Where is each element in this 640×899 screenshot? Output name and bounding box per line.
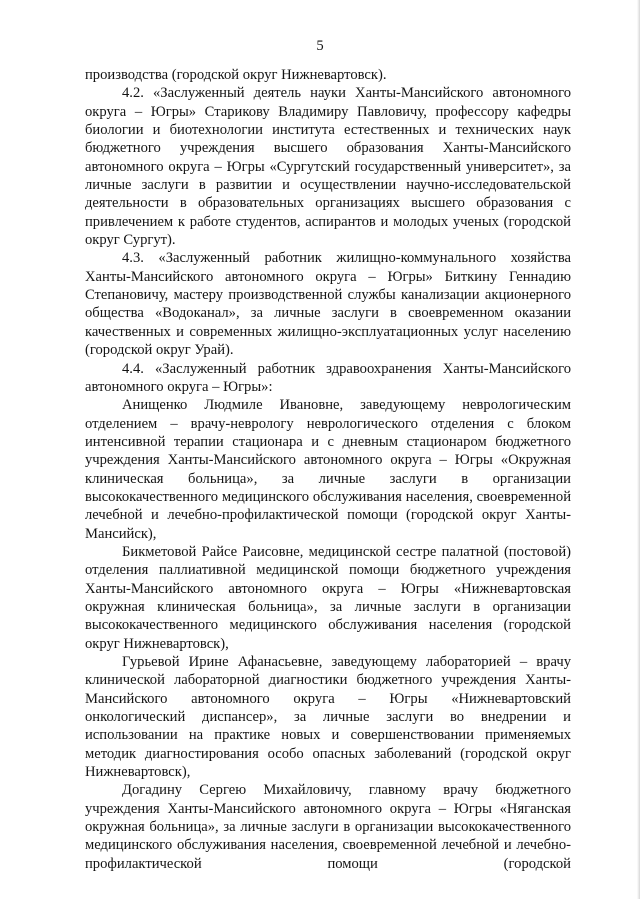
- paragraph-gureva: Гурьевой Ирине Афанасьевне, заведующему лабораторией – врачу клинической лабораторной диагностики бюджетного учреждения Ханты-Мансийского автономного округа – Югры «Нижневартовский онкологический диспансер», за личные заслуги во внедрении и использовании на практике новых и совершенствовании применяемых методик диагностирования особо опасных заболеваний (городской округ Нижневартовск),: [85, 654, 571, 781]
- paragraph-dogadin: Догадину Сергею Михайловичу, главному врачу бюджетного учреждения Ханты-Мансийского автономного округа – Югры «Няганская окружная больница», за личные заслуги в организации высококачественного медицинского обслуживания населения, своевременной лечебной и лечебно-профилактической помощи (городской: [85, 782, 571, 872]
- paragraph-item-4-3: 4.3. «Заслуженный работник жилищно-коммунального хозяйства Ханты-Мансийского автономного округа – Югры» Биткину Геннадию Степановичу, мастеру производственной службы канализации акционерного общества «Водоканал», за личные заслуги в своевременном оказании качественных и современных жилищно-эксплуатационных услуг населению (городской округ Урай).: [85, 250, 571, 359]
- paragraph-anishchenko: Анищенко Людмиле Ивановне, заведующему неврологическим отделением – врачу-неврологу неврологического отделения с блоком интенсивной терапии стационара и с дневным стационаром бюджетного учреждения Ханты-Мансийского автономного округа – Югры «Окружная клиническая больница», за личные заслуги в организации высококачественного медицинского обслуживания населения, своевременной лечебной и лечебно-профилактической помощи (городской округ Ханты-Мансийск),: [85, 397, 571, 542]
- paragraph-bikmetova: Бикметовой Райсе Раисовне, медицинской сестре палатной (постовой) отделения паллиативной медицинской помощи бюджетного учреждения Ханты-Мансийского автономного округа – Югры «Нижневартовская окружная клиническая больница», за личные заслуги в организации высококачественного медицинского обслуживания населения (городской округ Нижневартовск),: [85, 543, 571, 652]
- paragraph-item-4-2: 4.2. «Заслуженный деятель науки Ханты-Мансийского автономного округа – Югры» Старикову Владимиру Павловичу, профессору кафедры биологии и биотехнологии института естественных и технических наук бюджетного учреждения высшего образования Ханты-Мансийского автономного округа – Югры «Сургутский государственный университет», за личные заслуги в развитии и осуществлении научно-исследовательской деятельности в образовательных организациях высшего образования с привлечением к работе студентов, аспирантов и молодых ученых (городской округ Сургут).: [85, 85, 571, 249]
- document-body: [85, 66, 571, 873]
- page-number: 5: [316, 38, 324, 54]
- paragraph-item-4-4: 4.4. «Заслуженный работник здравоохранения Ханты-Мансийского автономного округа – Югры»:: [85, 360, 571, 395]
- paragraph-continuation: производства (городской округ Нижневартовск).: [85, 67, 387, 83]
